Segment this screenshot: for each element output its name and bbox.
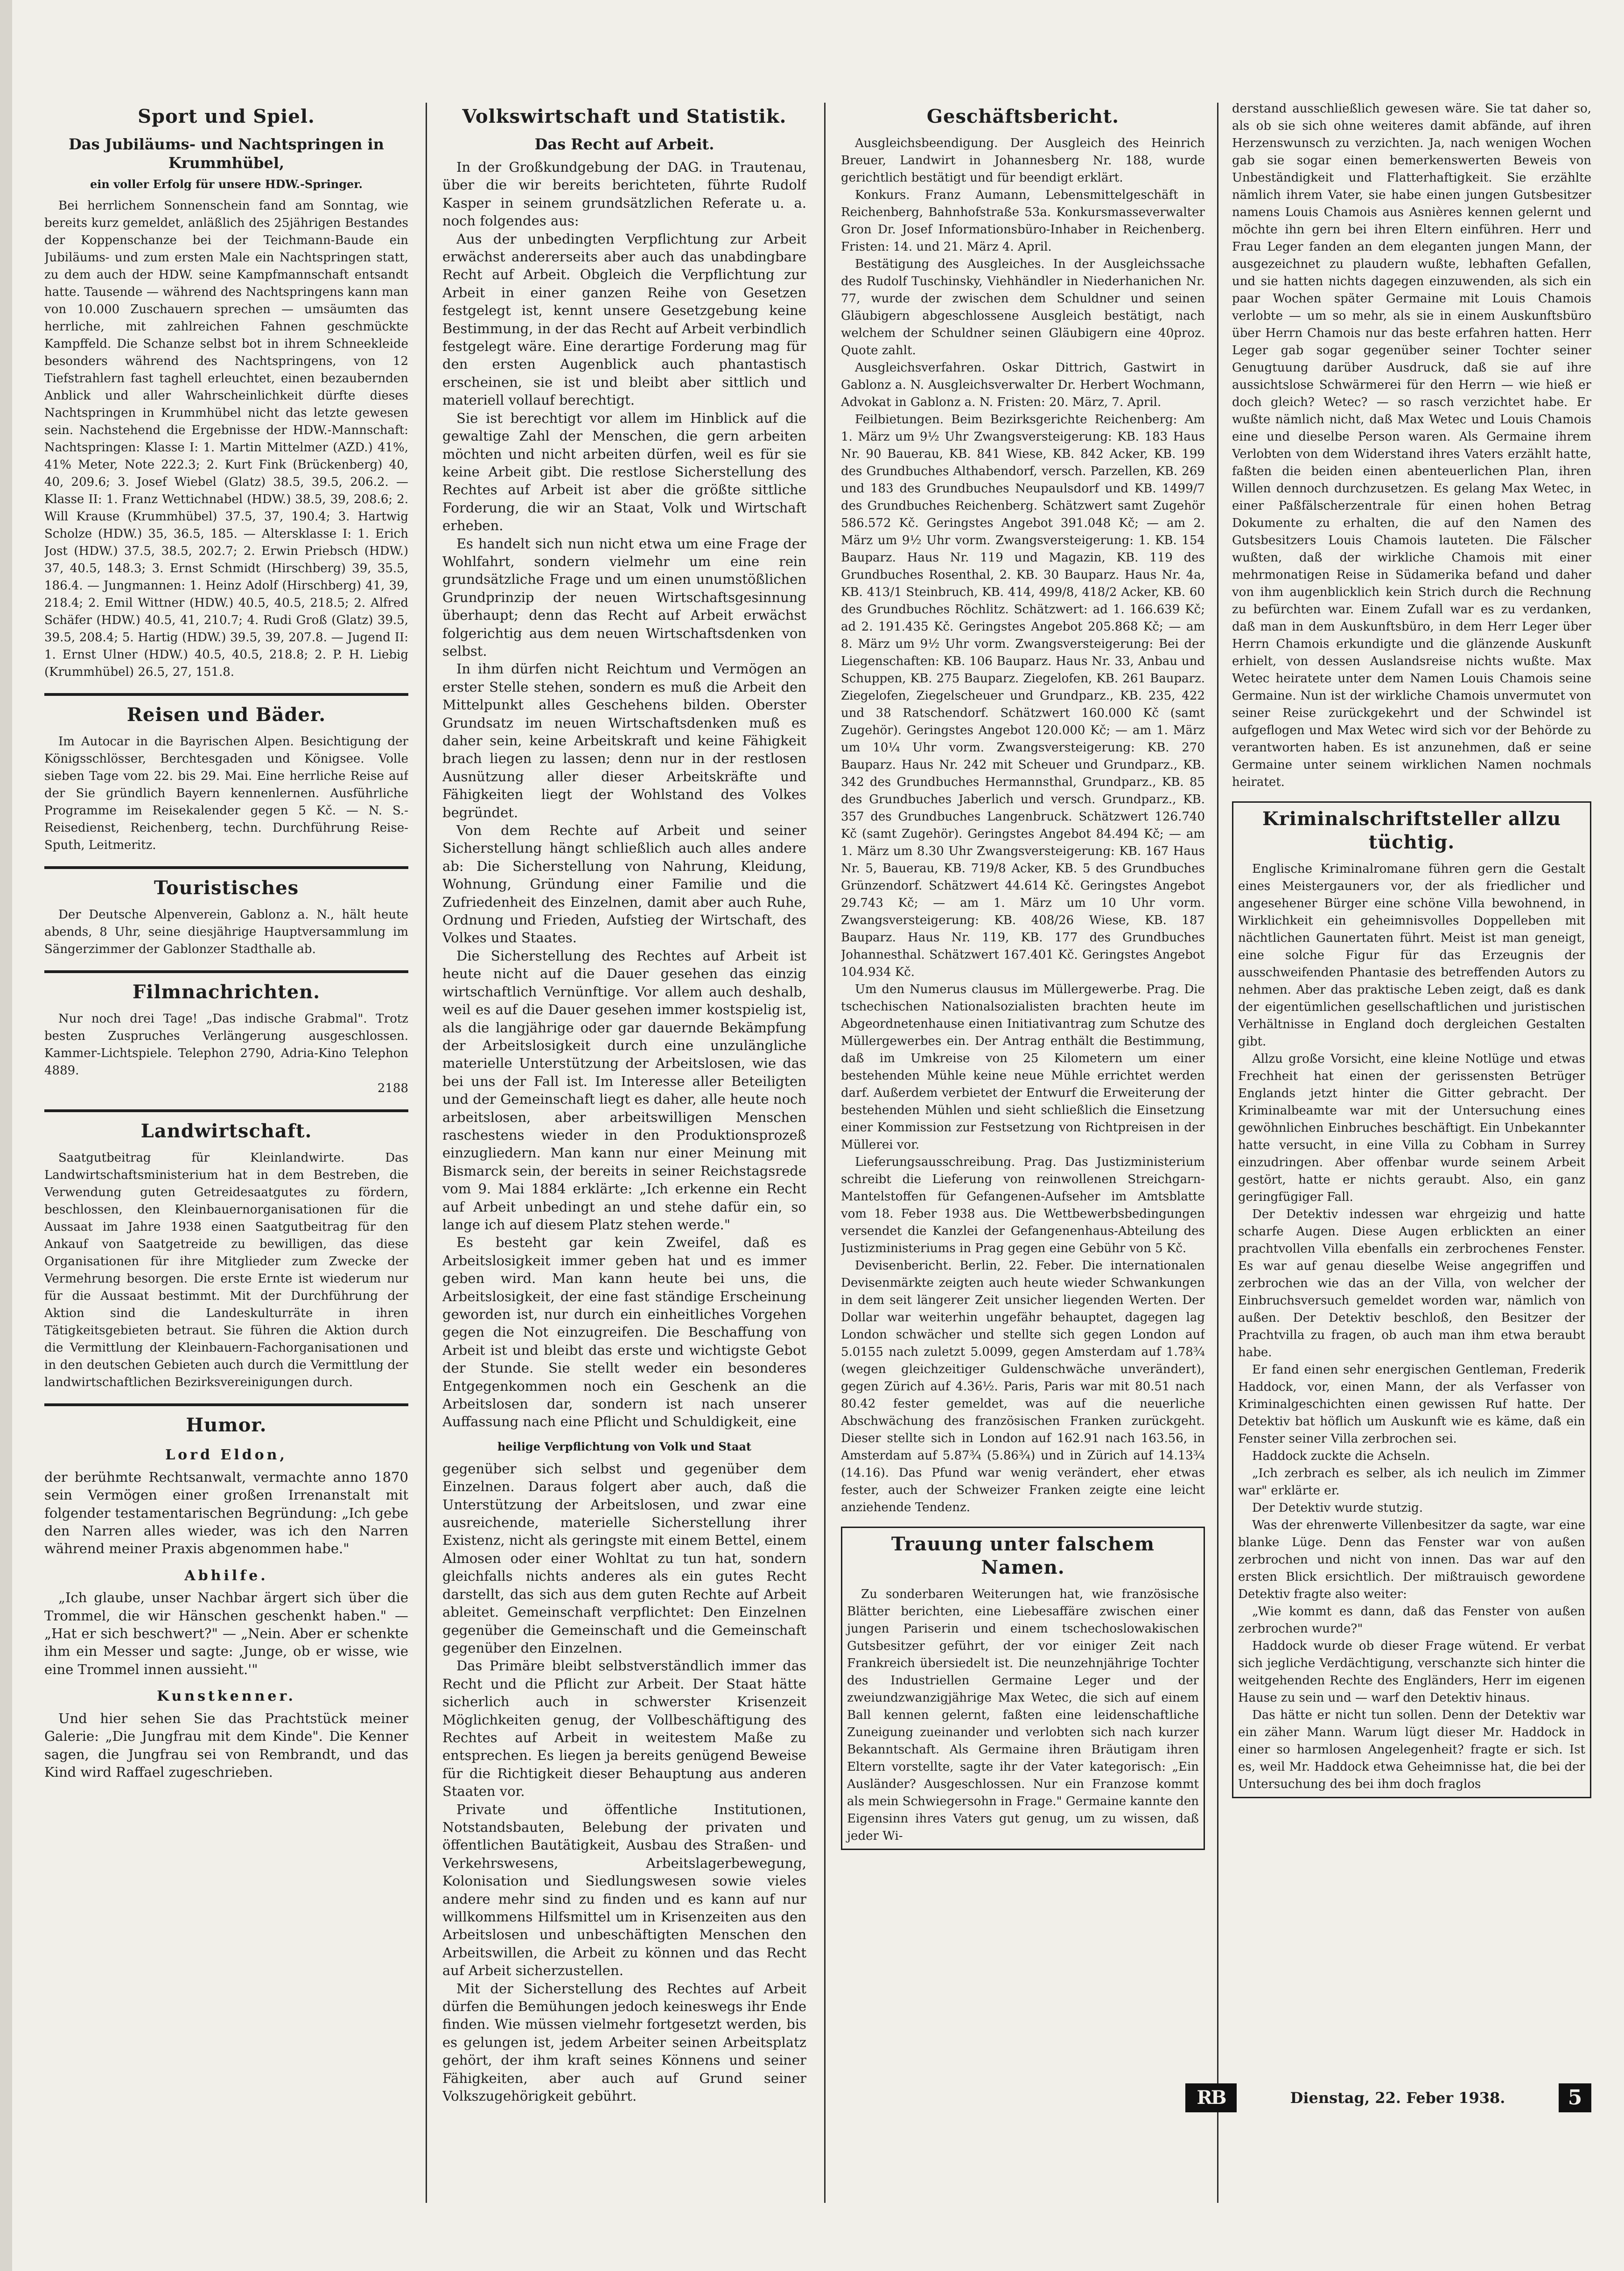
article-paragraph: Das Primäre bleibt selbstverständlich immer das Recht und die Pflicht zur Arbeit. Der Staat hätte sicherlich auch in schwerster Krisenzeit Möglichkeiten genug, der Vollbeschäftigung des Rechtes auf Arbeit in weitestem Maße zu entsprechen. Es liegen ja bereits genügend Beweise für die Richtigkeit dieser Behauptung aus anderen Staaten vor.	[442, 1658, 806, 1800]
article-paragraph: Private und öffentliche Institutionen, Notstandsbauten, Belebung der privaten und öffentlichen Bautätigkeit, Ausbau des Straßen- und Verkehrswesens, Arbeitslagerbewegung, Kolonisation und Siedlungswesen sowie vieles andere mehr sind zu finden und es kann auf nur willkommens Hilfsmittel um in Krisenzeiten aus den Arbeitslosen und unbeschäftigten Menschen den Arbeitswillen, die Arbeit zu können und das Recht auf Arbeit sicherzustellen.	[442, 1801, 806, 1979]
business-notice: Ausgleichsverfahren. Oskar Dittrich, Gastwirt in Gablonz a. N. Ausgleichsverwalter Dr. Herbert Wochmann, Advokat in Gablonz a. N. Fristen: 20. März, 7. April.	[841, 361, 1205, 409]
joke-title-kunst: Kunstkenner.	[157, 1688, 296, 1705]
article-paragraph: gegenüber sich selbst und gegenüber dem Einzelnen. Daraus folgert aber auch, daß die Unterstützung der Arbeitslosen, und zwar eine ausreichende, materielle Sicherstellung ihrer Existenz, nicht als geringste mit einem Bettel, einem Almosen oder einer Wohltat zu tun hat, sondern gleichfalls nichts anderes als ein gutes Recht darstellt, das sich aus dem guten Rechte auf Arbeit ableitet. Gemeinschaft verpflichtet: Den Einzelnen gegenüber die Gemeinschaft und die Gemeinschaft gegenüber den Einzelnen.	[442, 1460, 806, 1656]
article-paragraph: Er fand einen sehr energischen Gentleman, Frederik Haddock, vor, einen Mann, der als Verfasser von Kriminalgeschichten einen gewissen Ruf hatte. Der Detektiv bat höflich um Auskunft wie es käme, daß ein Fenster seiner Villa zerbrochen sei.	[1238, 1363, 1585, 1446]
article-title-crime-writer: Kriminalschriftsteller allzu tüchtig.	[1262, 808, 1561, 853]
business-notice: Feilbietungen. Beim Bezirksgerichte Reichenberg: Am 1. März um 9½ Uhr Zwangsversteigerung: KB. 183 Haus Nr. 90 Bauerau, KB. 841 Wiese, KB. 842 Acker, KB. 199 des Grundbuches Althabendorf, versch. Parzellen, KB. 269 und 183 des Grundbuches Neupaulsdorf und KB. 1499/7 des Grundbuches Reichenberg. Schätzwert samt Zugehör 586.572 Kč. Geringstes Angebot 391.048 Kč; — am 2. März um 9½ Uhr vorm. Zwangsversteigerung: 1. KB. 154 Bauparz. Haus Nr. 119 und Magazin, KB. 119 des Grundbuches Rosenthal, 2. KB. 30 Bauparz. Haus Nr. 4a, KB. 413/1 Steinbruch, KB. 414, 499/8, 418/2 Acker, KB. 60 des Grundbuches Röchlitz. Schätzwert: ad 1. 166.639 Kč; ad 2. 191.435 Kč. Geringstes Angebot 205.868 Kč; — am 8. März um 9½ Uhr vorm. Zwangsversteigerung: Bei der Liegenschaften: KB. 106 Bauparz. Haus Nr. 33, Anbau und Schuppen, KB. 275 Bauparz. Ziegelofen, KB. 261 Bauparz. Ziegelofen, Ziegelscheuer und Grundparz., KB. 235, 422 und 38 Ratschendorf. Schätzwert 160.000 Kč (samt Zugehör). Geringstes Angebot 120.000 Kč; — am 1. März um 10¼ Uhr vorm. Zwangsversteigerung: KB. 270 Bauparz. Haus Nr. 242 mit Scheuer und Grundparz., KB. 342 des Grundbuches Hermannsthal, Grundparz., KB. 85 des Grundbuches Jaberlich und versch. Grundparz., KB. 357 des Grundbuches Langenbruck. Schätzwert 126.740 Kč (samt Zugehör). Geringstes Angebot 84.494 Kč; — am 1. März um 8.30 Uhr Zwangsversteigerung: KB. 167 Haus Nr. 5, Bauerau, KB. 719/8 Acker, KB. 5 des Grundbuches Grünzendorf. Schätzwert 44.614 Kč. Geringstes Angebot 29.743 Kč; — am 1. März um 10 Uhr vorm. Zwangsversteigerung: KB. 408/26 Wiese, KB. 187 Bauparz. Haus Nr. 119, KB. 177 des Grundbuches Johannesthal. Schätzwert 167.401 Kč. Geringstes Angebot 104.934 Kč.	[841, 413, 1205, 979]
issue-date: Dienstag, 22. Feber 1938.	[1290, 2089, 1505, 2107]
article-paragraph: Haddock wurde ob dieser Frage wütend. Er verbat sich jegliche Verdächtigung, verschanzte sich hinter die weitgehenden Rechte des Engländers, Herr im eigenen Hause zu sein und — warf den Detektiv hinaus.	[1238, 1639, 1585, 1705]
column-sport-misc	[44, 100, 408, 2210]
article-subtitle-skijump: ein voller Erfolg für unsere HDW.-Springer.	[90, 177, 363, 191]
article-title-wedding: Trauung unter falschem Namen.	[891, 1533, 1155, 1578]
column-business	[841, 100, 1205, 2210]
page-footer	[1185, 2082, 1591, 2114]
article-paragraph: In ihm dürfen nicht Reichtum und Vermögen an erster Stelle stehen, sondern es muß die Arbeit den Mittelpunkt alles Geschehens bilden. Oberster Grundsatz im neuen Wirtschaftsdenken muß es daher sein, keine Arbeitskraft und keine Fähigkeit brach liegen zu lassen; denn nur in der restlosen Ausnützung aller dieser Arbeitskräfte und Fähigkeiten liegt der Wohlstand des Volkes begründet.	[442, 661, 806, 820]
article-body-agriculture: Saatgutbeitrag für Kleinlandwirte. Das Landwirtschaftsministerium hat in dem Bestreben, die Verwendung guten Getreidesaatgutes zu fördern, beschlossen, den Kleinbauernorganisationen für die Aussaat im Jahre 1938 einen Saatgutbeitrag für den Ankauf von Saatgetreide zu bewilligen, das diese Organisationen für ihre Mitglieder zum Zwecke der Vermehrung besorgen. Die erste Ernte ist wiederum nur für die Aussaat bestimmt. Mit der Durchführung der Aktion sind die Landeskulturräte in ihren Tätigkeitsgebieten betraut. Sie führen die Aktion durch die Vermittlung der Kleinbauern-Fachorganisationen und in den deutschen Gebieten auch durch die Vermittlung der landwirtschaftlichen Bezirksvereinigungen durch.	[44, 1151, 408, 1390]
article-paragraph: Es besteht gar kein Zweifel, daß es Arbeitslosigkeit immer geben hat und es immer geben wird. Man kann heute bei uns, die Arbeitslosigkeit, der eine fast ständige Erscheinung geworden ist, nur durch ein einheitliches Vorgehen gegen die Not einzugreifen. Die Beschaffung von Arbeit ist und bleibt das erste und wichtigste Gebot der Stunde. Sie stellt weder ein besonderes Entgegenkommen noch ein Geschenk an die Arbeitslosen dar, sondern ist nach unserer Auffassung nach eine Pflicht und Schuldigkeit, eine	[442, 1234, 806, 1430]
article-box-crime-writer	[1232, 801, 1591, 1798]
business-notice: Bestätigung des Ausgleiches. In der Ausgleichssache des Rudolf Tuschinsky, Viehhändler in Niederhanichen Nr. 77, wurde der zwischen dem Schuldner und seinen Gläubigern abgeschlossene Ausgleich bestätigt, nach welchem der Schuldner seinen Gläubigern eine 40proz. Quote zahlt.	[841, 257, 1205, 357]
joke-body-eldon: der berühmte Rechtsanwalt, vermachte anno 1870 sein Vermögen einer großen Irrenanstalt mit folgender testamentarischen Begründung: „Ich gebe den Narren alles wieder, was ich den Narren während meiner Praxis abgenommen habe."	[44, 1469, 408, 1557]
column-rule	[1217, 103, 1218, 2203]
article-paragraph: Die Sicherstellung des Rechtes auf Arbeit ist heute nicht auf die Dauer gesehen das einzig wirtschaftlich Vernünftige. Vor allem auch deshalb, weil es auf die Dauer gesehen immer kostspielig ist, als die langjährige oder gar dauernde Bekämpfung der Arbeitslosigkeit durch eine unzulängliche materielle Unterstützung der Arbeitslosen, wie das bei uns der Fall ist. Im Interesse aller Beteiligten und der Gemeinschaft liegt es daher, alle heute noch arbeitslosen, aber arbeitswilligen Menschen raschestens wieder in den Produktionsprozeß einzugliedern. Man kann nur einer Meinung mit Bismarck sein, der bereits in seiner Reichstagsrede vom 9. Mai 1884 erklärte: „Ich erkenne ein Recht auf Arbeit unbedingt an und stehe dafür ein, so lange ich auf diesem Platz stehen werde."	[442, 947, 806, 1233]
article-paragraph: Das hätte er nicht tun sollen. Denn der Detektiv war ein zäher Mann. Warum lügt dieser Mr. Haddock in einer so harmlosen Angelegenheit? fragte er sich. Ist es, weil Mr. Haddock etwa Geheimnisse hat, die bei der Untersuchung des bei ihm doch fraglos	[1238, 1708, 1585, 1791]
newspaper-logo: RB	[1185, 2083, 1237, 2112]
article-title-skijump: Das Jubiläums- und Nachtspringen in Krummhübel,	[69, 135, 384, 172]
article-paragraph: Von dem Rechte auf Arbeit und seiner Sicherstellung hängt schließlich auch alles andere ab: Die Sicherstellung von Nahrung, Kleidung, Wohnung, Gründung einer Familie und die Zufriedenheit des Einzelnen, damit aber auch Ruhe, Ordnung und Frieden, Aufstieg der Wirtschaft, des Volkes und Staates.	[442, 822, 806, 946]
article-body-skijump: Bei herrlichem Sonnenschein fand am Sonntag, wie bereits kurz gemeldet, anläßlich des 25jährigen Bestandes der Koppenschanze bei der Teichmann-Baude ein Jubiläums- und zum ersten Male ein Nachtspringen statt, zu dem auch der HDW. seine Kampfmannschaft entsandt hatte. Tausende — während des Nachtspringens kann man von 10.000 Zuschauern sprechen — umsäumten das herrliche, mit zahlreichen Fahnen geschmückte Kampffeld. Die Schanze selbst bot in ihrem Schneekleide besonders während des Nachtspringens, von 12 Tiefstrahlern fast taghell erleuchtet, einen bezaubernden Anblick und aller Wahrscheinlichkeit dürfte dieses Nachtspringen in Krummhübel nicht das letzte gewesen sein. Nachstehend die Ergebnisse der HDW.-Mannschaft: Nachtspringen: Klasse I: 1. Martin Mittelmer (AZD.) 41%, 41% Meter, Note 222.3; 2. Kurt Fink (Brückenberg) 40, 40, 209.6; 3. Josef Wiebel (Glatz) 38.5, 39.5, 206.2. — Klasse II: 1. Franz Wettichnabel (HDW.) 38.5, 39, 208.6; 2. Will Krause (Krummhübel) 37.5, 37, 190.4; 3. Hartwig Scholze (HDW.) 35, 36.5, 185. — Altersklasse I: 1. Erich Jost (HDW.) 37.5, 38.5, 202.7; 2. Erwin Priebsch (HDW.) 37, 40.5, 148.3; 3. Ernst Schmidt (Hirschberg) 39, 35.5, 186.4. — Jungmannen: 1. Heinz Adolf (Hirschberg) 41, 39, 218.4; 2. Emil Wittner (HDW.) 40.5, 40.5, 218.5; 2. Alfred Schäfer (HDW.) 40.5, 41, 210.7; 4. Rudi Groß (Glatz) 39.5, 39.5, 208.4; 5. Hartig (HDW.) 39.5, 39, 207.8. — Jugend II: 1. Ernst Ulner (HDW.) 40.5, 40.5, 218.8; 2. P. H. Liebig (Krummhübel) 26.5, 27, 151.8.	[44, 199, 408, 679]
article-body-film: Nur noch drei Tage! „Das indische Grabmal". Trotz besten Zuspruches Verlängerung ausgeschlossen. Kammer-Lichtspiele. Telephon 2790, Adria-Kino Telephon 4889.	[44, 1012, 408, 1078]
article-paragraph: „Ich zerbrach es selber, als ich neulich im Zimmer war" erklärte er.	[1238, 1466, 1585, 1498]
article-body-travel: Im Autocar in die Bayrischen Alpen. Besichtigung der Königsschlösser, Berchtesgaden und Königsee. Volle sieben Tage vom 22. bis 29. Mai. Eine herrliche Reise auf der Sie gründlich Bayern kennenlernen. Ausführliche Programme im Reisekalender gegen 5 Kč. — N. S.-Reisedienst, Reichenberg, techn. Durchführung Reise-Sputh, Leitmeritz.	[44, 735, 408, 852]
ad-number: 2188	[377, 1081, 408, 1095]
joke-title-abhilfe: Abhilfe.	[184, 1567, 268, 1584]
section-header-sport: Sport und Spiel.	[138, 105, 315, 127]
article-paragraph: Es handelt sich nun nicht etwa um eine Frage der Wohlfahrt, sondern vielmehr um eine rein grundsätzliche Frage und um einen unumstößlichen Grundprinzip der neuen Wirtschaftsgesinnung überhaupt; denn das Recht auf Arbeit erwächst folgerichtig aus dem neuen Wirtschaftsdenken von selbst.	[442, 535, 806, 659]
column-economy	[442, 100, 806, 2210]
column-rule	[426, 103, 427, 2203]
article-paragraph: In der Großkundgebung der DAG. in Trautenau, über die wir bereits berichteten, führte Rudolf Kasper in seinem grundsätzlichen Referate u. a. noch folgendes aus:	[442, 159, 806, 229]
column-rule	[824, 103, 826, 2203]
page-number: 5	[1559, 2083, 1591, 2112]
section-header-humor: Humor.	[44, 1403, 408, 1437]
section-header-business: Geschäftsbericht.	[926, 105, 1120, 127]
article-subheading: heilige Verpflichtung von Volk und Staat	[497, 1439, 752, 1453]
section-header-travel: Reisen und Bäder.	[44, 693, 408, 727]
business-notice: Ausgleichsbeendigung. Der Ausgleich des Heinrich Breuer, Landwirt in Johannesberg Nr. 188, wurde gerichtlich bestätigt und für beendigt erklärt.	[841, 136, 1205, 185]
article-paragraph: Sie ist berechtigt vor allem im Hinblick auf die gewaltige Zahl der Menschen, die gern arbeiten möchten und nicht arbeiten dürfen, weil es für sie keine Arbeit gibt. Die restlose Sicherstellung des Rechtes auf Arbeit ist aber die größte sittliche Forderung, die wir an Staat, Volk und Wirtschaft erheben.	[442, 410, 806, 534]
article-box-wedding	[841, 1527, 1205, 1850]
business-notice: Devisenbericht. Berlin, 22. Feber. Die internationalen Devisenmärkte zeigten auch heute wieder Schwankungen in dem seit längerer Zeit unsicher liegenden Werten. Der Dollar war weiterhin ungefähr behauptet, dagegen lag London schwächer und stellte sich gegen London auf 5.0155 nach zuletzt 5.0099, gegen Amsterdam auf 1.78¾ (wegen gleichzeitiger Guldenschwäche unverändert), gegen Zürich auf 4.36½. Paris, Paris war mit 80.51 nach 80.42 fester gemeldet, was auf die neuerliche Abschwächung des französischen Franken zurückgeht. Dieser stellte sich in London auf 162.91 nach 163.56, in Amsterdam auf 5.87¾ (5.86¾) und in Zürich auf 14.13¾ (14.16). Das Pfund war wenig verändert, eher etwas fester, auch der Schweizer Franken zeigte eine leicht anziehende Tendenz.	[841, 1259, 1205, 1514]
column-stories	[1232, 100, 1591, 2210]
page-edge	[0, 0, 12, 2271]
article-body-tourist: Der Deutsche Alpenverein, Gablonz a. N., hält heute abends, 8 Uhr, seine diesjährige Hauptversammlung im Sängerzimmer der Gablonzer Stadthalle ab.	[44, 908, 408, 956]
section-header-tourist: Touristisches	[44, 866, 408, 900]
article-paragraph: Haddock zuckte die Achseln.	[1252, 1449, 1430, 1463]
joke-title-eldon: Lord Eldon,	[165, 1447, 287, 1464]
section-header-film: Filmnachrichten.	[44, 970, 408, 1004]
section-header-agriculture: Landwirtschaft.	[44, 1109, 408, 1143]
article-paragraph: Allzu große Vorsicht, eine kleine Notlüge und etwas Frechheit hat einen der gerissensten Betrüger Englands jetzt hinter die Gitter gebracht. Der Kriminalbeamte war mit der Untersuchung eines gewöhnlichen Einbruches beschäftigt. Ein Unbekannter hatte versucht, in eine Villa zu Cobham in Surrey einzudringen. Aber offenbar wurde seinem Arbeit gestört, hatte er nichts geraubt. Also, ein ganz geringfügiger Fall.	[1238, 1052, 1585, 1204]
business-notice: Um den Numerus clausus im Müllergewerbe. Prag. Die tschechischen Nationalsozialisten brachten heute im Abgeordnetenhause einen Initiativantrag zum Schutze des Müllergewerbes ein. Der Antrag enthält die Bestimmung, daß im Umkreise von 25 Kilometern um einer bestehenden Mühle keine neue Mühle errichtet werden darf. Außerdem verbietet der Entwurf die Erweiterung der bestehenden Mühlen und sieht schließlich die Einsetzung einer Kommission zur Festsetzung von Richtpreisen in der Müllerei vor.	[841, 982, 1205, 1152]
article-title-right-to-work: Das Recht auf Arbeit.	[534, 135, 714, 153]
article-paragraph: Mit der Sicherstellung des Rechtes auf Arbeit dürfen die Bemühungen jedoch keineswegs ihr Ende finden. Wie müssen vielmehr fortgesetzt werden, bis es gelungen ist, jedem Arbeiter seinen Arbeitsplatz gehört, der ihm kraft seines Könnens und seiner Fähigkeiten, aber auch auf Grund seiner Volkszugehörigkeit gebührt.	[442, 1980, 806, 2104]
joke-body-abhilfe: „Ich glaube, unser Nachbar ärgert sich über die Trommel, die wir Hänschen geschenkt haben." — „Hat er sich beschwert?" — „Nein. Aber er schenkte ihm ein Messer und sagte: ,Junge, ob er wisse, wie eine Trommel innen aussieht.'"	[44, 1590, 408, 1677]
article-paragraph: Der Detektiv wurde stutzig.	[1252, 1501, 1423, 1515]
article-body-wedding: Zu sonderbaren Weiterungen hat, wie französische Blätter berichten, eine Liebesaffäre zwischen einer jungen Pariserin und einem tschechoslowakischen Gutsbesitzer geführt, der vor einiger Zeit nach Frankreich übersiedelt ist. Die neunzehnjährige Tochter des Industriellen Germaine Leger und der zweiundzwanzigjährige Max Wetec, die sich auf einem Ball kennen gelernt, faßten eine leidenschaftliche Zuneigung zueinander und verlobten sich nach kurzer Bekanntschaft. Als Germaine ihren Bräutigam ihren Eltern vorstellte, sagte ihr der Vater kategorisch: „Ein Ausländer? Ausgeschlossen. Nur ein Franzose kommt als mein Schwiegersohn in Frage." Germaine kannte den Eigensinn ihres Vaters gut genug, um zu wissen, daß jeder Wi-	[847, 1587, 1199, 1843]
business-notice: Lieferungsausschreibung. Prag. Das Justizministerium schreibt die Lieferung von reinwollenen Streichgarn-Mantelstoffen für Gefangenen-Aufseher im Amtsblatte vom 18. Feber 1938 aus. Die Wettbewerbsbedingungen versendet die Kanzlei der Gefangenenhaus-Abteilung des Justizministeriums in Prag gegen eine Gebühr von 5 Kč.	[841, 1155, 1205, 1255]
article-paragraph: Der Detektiv indessen war ehrgeizig und hatte scharfe Augen. Diese Augen erblickten an einer prachtvollen Villa ebenfalls ein zerbrochenes Fenster. Es war auf genau dieselbe Weise angegriffen und zerbrochen wie das an der Villa, von welcher der Einbruchsversuch gemeldet worden war, nämlich von außen. Der Detektiv beschloß, den Besitzer der Prachtvilla zu fragen, ob auch man ihm etwa beraubt habe.	[1238, 1207, 1585, 1360]
section-header-economy: Volkswirtschaft und Statistik.	[462, 105, 787, 127]
article-paragraph: Was der ehrenwerte Villenbesitzer da sagte, war eine blanke Lüge. Denn das Fenster war von außen zerbrochen und nicht von innen. Das war auf den ersten Blick ersichtlich. Der mißtrauisch gewordene Detektiv fragte also weiter:	[1238, 1518, 1585, 1601]
business-notice: Konkurs. Franz Aumann, Lebensmittelgeschäft in Reichenberg, Bahnhofstraße 53a. Konkursmasseverwalter Gron Dr. Josef Informationsbüro-Inhaber in Reichenberg. Fristen: 14. und 21. März 4. April.	[841, 188, 1205, 254]
article-paragraph: Aus der unbedingten Verpflichtung zur Arbeit erwächst andererseits aber auch das unabdingbare Recht auf Arbeit. Obgleich die Verpflichtung zur Arbeit in einer ganzen Reihe von Gesetzen festgelegt ist, kennt unsere Gesetzgebung keine Bestimmung, in der das Recht auf Arbeit verbindlich festgelegt wäre. Eine derartige Forderung mag für den ersten Augenblick auch phantastisch erscheinen, sie ist und bleibt aber sittlich und materiell vollauf berechtigt.	[442, 231, 806, 408]
article-paragraph: Englische Kriminalromane führen gern die Gestalt eines Meistergauners vor, der als friedlicher und angesehener Bürger eine schöne Villa bewohnend, in Wirklichkeit ein geheimnisvolles Doppelleben mit nächtlichen Gaunertaten führt. Meist ist man geneigt, eine solche Figur für das Erzeugnis der ausschweifenden Phantasie des betreffenden Autors zu nehmen. Aber das praktische Leben zeigt, daß es dank der eigentümlichen gesellschaftlichen und juristischen Verhältnisse in England doch dergleichen Gestalten gibt.	[1238, 862, 1585, 1049]
joke-body-kunst: Und hier sehen Sie das Prachtstück meiner Galerie: „Die Jungfrau mit dem Kinde". Die Kenner sagen, die Jungfrau sei von Rembrandt, und das Kind wird Raffael zugeschrieben.	[44, 1710, 408, 1780]
article-continuation-wedding: derstand ausschließlich gewesen wäre. Sie tat daher so, als ob sie sich ohne weiteres damit abfände, auf ihren Herzenswunsch zu verzichten. Ja, nach wenigen Wochen gab sie sogar einen bemerkenswerten Beweis von Unbeständigkeit und Flatterhaftigkeit. Sie erzählte nämlich ihrem Vater, sie habe einen jungen Gutsbesitzer namens Louis Chamois aus Asnières kennen gelernt und möchte ihn gern bei ihren Eltern einführen. Herr und Frau Leger fanden an dem eleganten jungen Mann, der ausgezeichnet zu plaudern wußte, lebhaften Gefallen, und sie hatten nichts dagegen einzuwenden, als sich ein paar Wochen später Germaine mit Louis Chamois verlobte — um so mehr, als sie in einem Auskunftsbüro über Herrn Chamois nur das beste erfahren hatten. Herr Leger gab sogar gegenüber seiner Tochter seiner Genugtuung darüber Ausdruck, daß sie auf ihre aussichtslose Schwärmerei für den Herrn — wie hieß er doch gleich? Wetec? — so rasch verzichtet habe. Er wußte nämlich nicht, daß Max Wetec und Louis Chamois eine und dieselbe Person waren. Als Germaine ihrem Verlobten von dem Widerstand ihres Vaters erzählt hatte, faßten die beiden einen abenteuerlichen Plan, ihren Willen dennoch durchzusetzen. Es gelang Max Wetec, in einer Paßfälscherzentrale für einen hohen Betrag Dokumente zu erhalten, die auf den Namen des Gutsbesitzers Louis Chamois lauteten. Die Fälscher wußten, daß der wirkliche Chamois mit einer mehrmonatigen Reise in Südamerika befand und daher von ihm augenblicklich kein Strich durch die Rechnung zu befürchten war. Einem Zufall war es zu verdanken, daß man in dem Auskunftsbüro, in dem Herr Leger über Herrn Chamois erkundigte und die glänzende Auskunft erhielt, von dessen Auslandsreise nichts wußte. Max Wetec heiratete unter dem Namen Louis Chamois seine Germaine. Nun ist der wirkliche Chamois unvermutet von seiner Reise zurückgekehrt und der Schwindel ist aufgeflogen und Max Wetec wird sich vor der Behörde zu verantworten haben. Es ist anzunehmen, daß er seine Germaine unter seinem wirklichen Namen nochmals heiratet.	[1232, 102, 1591, 789]
article-paragraph: „Wie kommt es dann, daß das Fenster von außen zerbrochen wurde?"	[1238, 1605, 1585, 1636]
